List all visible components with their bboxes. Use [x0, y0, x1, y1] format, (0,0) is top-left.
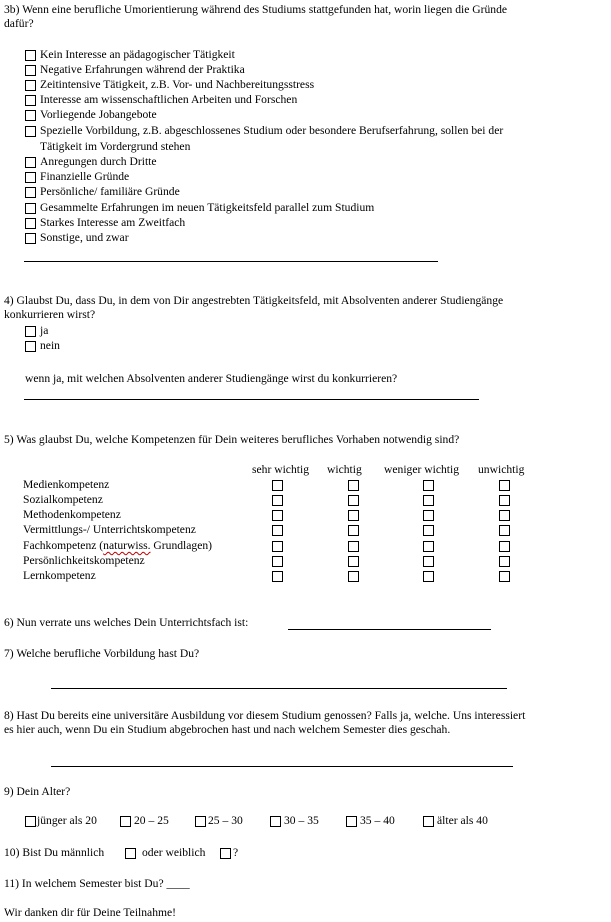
q3b-option-5: Vorliegende Jobangebote	[40, 108, 157, 121]
q4-answer-line[interactable]	[24, 399, 479, 400]
q5-checkbox[interactable]	[499, 525, 510, 536]
q3b-option-2: Negative Erfahrungen während der Praktika	[40, 63, 245, 76]
q5-checkbox[interactable]	[499, 556, 510, 567]
q4-question-line1: 4) Glaubst Du, dass Du, in dem von Dir angestrebten Tätigkeitsfeld, mit Absolventen anderer Studiengänge	[4, 294, 504, 307]
q5-checkbox[interactable]	[348, 571, 359, 582]
q5-checkbox[interactable]	[423, 510, 434, 521]
q8-answer-line[interactable]	[51, 766, 513, 767]
q3b-checkbox-5[interactable]	[25, 110, 36, 121]
q9-checkbox-4[interactable]	[270, 816, 281, 827]
q6-question: 6) Nun verrate uns welches Dein Unterrichtsfach ist:	[4, 616, 249, 629]
q9-option-6: älter als 40	[437, 814, 488, 827]
q5-row-label: Medienkompetenz	[23, 478, 110, 491]
q5-checkbox[interactable]	[423, 556, 434, 567]
q3b-checkbox-2[interactable]	[25, 65, 36, 76]
q4-question-line2: konkurrieren wirst?	[4, 308, 96, 321]
q5-checkbox[interactable]	[423, 480, 434, 491]
q5-row-label: Persönlichkeitskompetenz	[23, 554, 145, 567]
q3b-question-line2: dafür?	[4, 17, 34, 30]
q3b-option-4: Interesse am wissenschaftlichen Arbeiten und Forschen	[40, 93, 298, 106]
q10-part1: 10) Bist Du männlich	[4, 846, 105, 859]
q5-checkbox[interactable]	[348, 541, 359, 552]
q5-column-sehr-wichtig: sehr wichtig	[252, 463, 309, 476]
q5-column-wichtig: wichtig	[327, 463, 362, 476]
q5-checkbox[interactable]	[499, 541, 510, 552]
q10-part3: ?	[233, 846, 239, 859]
q5-row-label: Sozialkompetenz	[23, 493, 103, 506]
q5-column-unwichtig: unwichtig	[478, 463, 525, 476]
q3b-option-6-continuation: Tätigkeit im Vordergrund stehen	[40, 140, 191, 153]
q3b-option-11: Starkes Interesse am Zweitfach	[40, 216, 186, 229]
q5-fach-suffix: Grundlagen)	[150, 539, 213, 552]
q4-followup: wenn ja, mit welchen Absolventen anderer Studiengänge wirst du konkurrieren?	[25, 372, 398, 385]
q5-checkbox[interactable]	[499, 495, 510, 506]
q8-question-line1: 8) Hast Du bereits eine universitäre Ausbildung vor diesem Studium genossen? Falls ja, welche. Uns interessiert	[4, 709, 526, 722]
q5-fach-word: naturwiss.	[103, 539, 151, 552]
q5-question: 5) Was glaubst Du, welche Kompetenzen für Dein weiteres berufliches Vorhaben notwendig sind?	[4, 433, 460, 446]
q3b-checkbox-12[interactable]	[25, 233, 36, 244]
closing-text: Wir danken dir für Deine Teilnahme!	[4, 906, 177, 919]
q3b-checkbox-10[interactable]	[25, 203, 36, 214]
q5-row-label: Methodenkompetenz	[23, 508, 121, 521]
q5-checkbox[interactable]	[272, 541, 283, 552]
q10-part2: oder weiblich	[142, 846, 206, 859]
q5-checkbox[interactable]	[272, 571, 283, 582]
q4-option-nein: nein	[40, 339, 60, 352]
q3b-option-12: Sonstige, und zwar	[40, 231, 129, 244]
q5-checkbox[interactable]	[348, 510, 359, 521]
q5-checkbox[interactable]	[423, 495, 434, 506]
q5-checkbox[interactable]	[272, 525, 283, 536]
q4-checkbox-nein[interactable]	[25, 341, 36, 352]
q9-checkbox-6[interactable]	[423, 816, 434, 827]
q9-checkbox-2[interactable]	[120, 816, 131, 827]
q3b-checkbox-11[interactable]	[25, 218, 36, 229]
q10-checkbox-weiblich[interactable]	[220, 848, 231, 859]
q9-checkbox-3[interactable]	[195, 816, 206, 827]
q3b-checkbox-9[interactable]	[25, 187, 36, 198]
q3b-option-1: Kein Interesse an pädagogischer Tätigkeit	[40, 48, 235, 61]
q3b-checkbox-7[interactable]	[25, 157, 36, 168]
q9-option-5: 35 – 40	[360, 814, 395, 827]
q9-checkbox-1[interactable]	[25, 816, 36, 827]
q5-checkbox[interactable]	[499, 510, 510, 521]
q3b-answer-line[interactable]	[24, 261, 438, 262]
q3b-option-7: Anregungen durch Dritte	[40, 155, 157, 168]
q5-checkbox[interactable]	[272, 556, 283, 567]
q5-checkbox[interactable]	[423, 571, 434, 582]
q3b-checkbox-8[interactable]	[25, 172, 36, 183]
q9-option-1: jünger als 20	[37, 814, 97, 827]
q5-checkbox[interactable]	[423, 541, 434, 552]
q5-column-weniger-wichtig: weniger wichtig	[384, 463, 460, 476]
q3b-checkbox-1[interactable]	[25, 50, 36, 61]
q8-question-line2: es hier auch, wenn Du ein Studium abgebrochen hast und nach welchem Semester dies geschah.	[4, 723, 451, 736]
q5-checkbox[interactable]	[348, 525, 359, 536]
q3b-question-line1: 3b) Wenn eine berufliche Umorientierung während des Studiums stattgefunden hat, worin liegen die Gründe	[4, 3, 508, 16]
q4-option-ja: ja	[40, 324, 49, 337]
q5-checkbox[interactable]	[499, 480, 510, 491]
q10-checkbox-maennlich[interactable]	[125, 848, 136, 859]
q5-checkbox[interactable]	[499, 571, 510, 582]
q6-answer-line[interactable]	[288, 629, 491, 630]
q5-checkbox[interactable]	[272, 495, 283, 506]
q5-checkbox[interactable]	[348, 480, 359, 491]
q9-option-2: 20 – 25	[134, 814, 169, 827]
q5-checkbox[interactable]	[272, 480, 283, 491]
q9-question: 9) Dein Alter?	[4, 785, 71, 798]
q9-option-3: 25 – 30	[208, 814, 243, 827]
q3b-checkbox-3[interactable]	[25, 80, 36, 91]
q5-checkbox[interactable]	[423, 525, 434, 536]
q3b-option-9: Persönliche/ familiäre Gründe	[40, 185, 180, 198]
q3b-checkbox-6[interactable]	[25, 126, 36, 137]
q9-option-4: 30 – 35	[284, 814, 319, 827]
q5-checkbox[interactable]	[272, 510, 283, 521]
q5-row-label: Lernkompetenz	[23, 569, 96, 582]
q9-checkbox-5[interactable]	[346, 816, 357, 827]
q11-question: 11) In welchem Semester bist Du? ____	[4, 877, 190, 890]
q4-checkbox-ja[interactable]	[25, 326, 36, 337]
q7-question: 7) Welche berufliche Vorbildung hast Du?	[4, 647, 200, 660]
q3b-option-6: Spezielle Vorbildung, z.B. abgeschlossenes Studium oder besondere Berufserfahrung, sollen bei der	[40, 124, 504, 137]
q5-row-label: Vermittlungs-/ Unterrichtskompetenz	[23, 523, 196, 536]
q3b-option-3: Zeitintensive Tätigkeit, z.B. Vor- und Nachbereitungsstress	[40, 78, 315, 91]
q5-checkbox[interactable]	[348, 495, 359, 506]
q5-fach-prefix: Fachkompetenz (	[23, 539, 104, 552]
q3b-option-10: Gesammelte Erfahrungen im neuen Tätigkeitsfeld parallel zum Studium	[40, 201, 375, 214]
q3b-option-8: Finanzielle Gründe	[40, 170, 130, 183]
q3b-checkbox-4[interactable]	[25, 95, 36, 106]
q5-checkbox[interactable]	[348, 556, 359, 567]
q5-row-label-fachkompetenz	[23, 539, 212, 553]
q7-answer-line[interactable]	[51, 688, 507, 689]
